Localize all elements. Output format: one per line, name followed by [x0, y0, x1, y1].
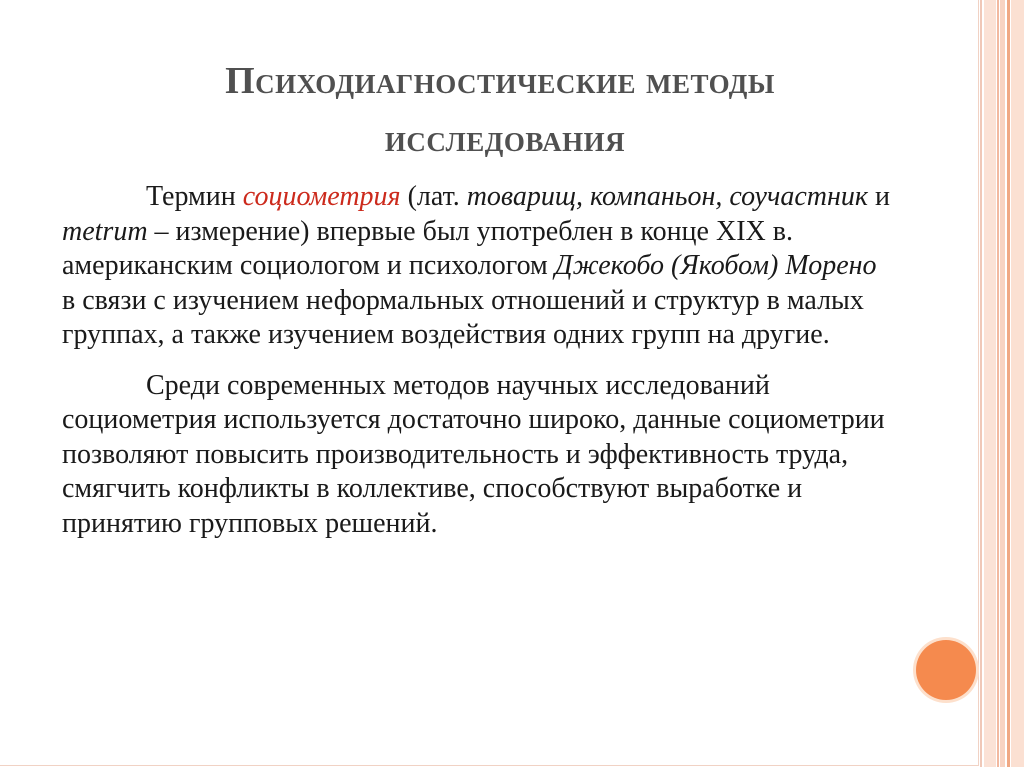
p1-italic-metrum: metrum [62, 215, 148, 247]
title-line-1: Психодиагностические методы [225, 60, 775, 102]
stripe [1007, 0, 1010, 767]
title-line-2: исследования [384, 118, 626, 160]
p1-italic-1: товарищ, компаньон, соучастник [466, 181, 868, 212]
stripe [984, 0, 996, 767]
slide-body [62, 180, 892, 541]
p1-italic-moreno: Джекобо (Якобом) Морено [554, 250, 877, 281]
slide-title [60, 52, 940, 168]
stripe [1011, 0, 1024, 767]
p1-text-1: Термин [146, 181, 243, 212]
p1-text-5: в связи с изучением неформальных отношений и структур в малых группах, а также изучением воздействия одних групп на другие. [62, 284, 864, 350]
p1-text-4: – измерение) впервые был употреблен в конце XIX в. американским социологом и психологом [62, 215, 793, 281]
decorative-stripes [980, 0, 1024, 767]
p1-text-2: (лат. [400, 181, 467, 212]
stripe [1000, 0, 1005, 767]
p1-text-3: и [867, 181, 890, 212]
stripe [980, 0, 982, 767]
orange-circle-decoration [916, 640, 976, 700]
term-sociometry: социометрия [242, 181, 401, 212]
stripe [997, 0, 999, 767]
paragraph-2: Среди современных методов научных исследований социометрия используется достаточно широко, данные социометрии позволяют повысить производительность и эффективность труда, смягчить конфликты в коллективе, способствуют выработке и принятию групповых решений. [62, 369, 885, 539]
paragraph-1 [62, 180, 892, 353]
